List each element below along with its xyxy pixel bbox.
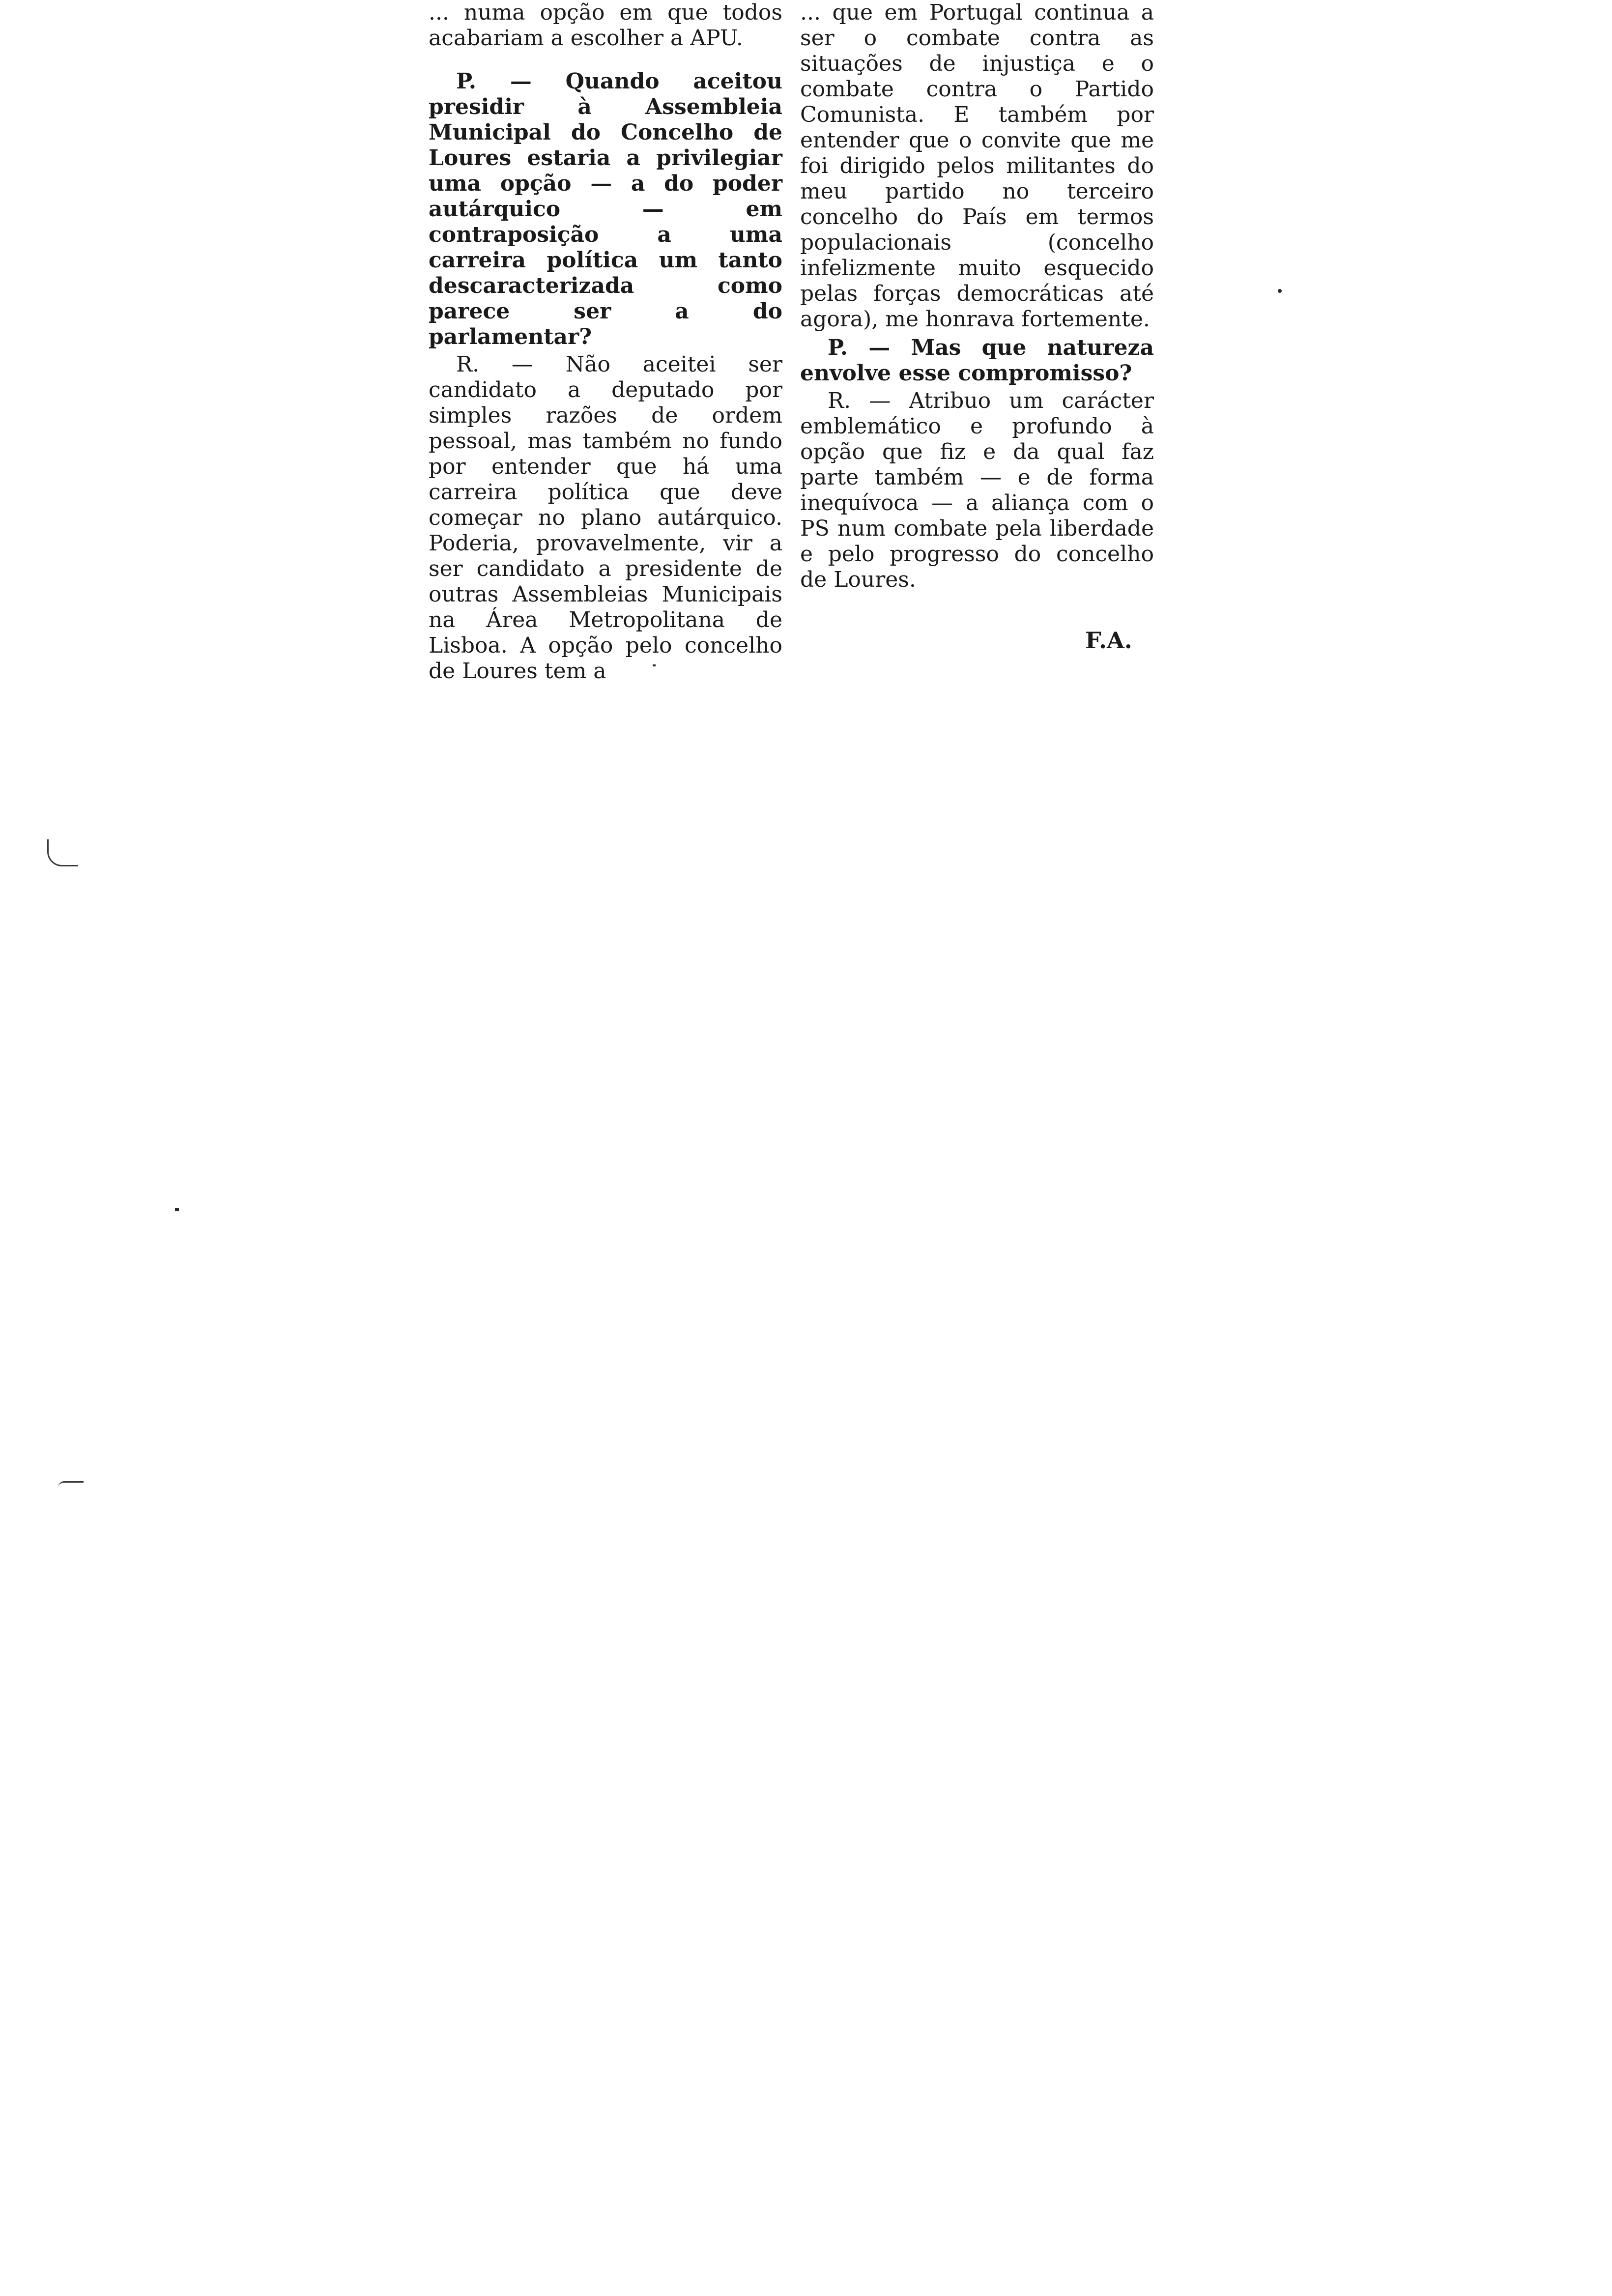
continuation-paragraph: ... que em Portugal continua a ser o combate contra as situações de injustiça e o combate contra o Partido Comunista. E também por entender que o convite que me foi dirigido pelos militantes do meu partido no terceiro concelho do País em termos populacionais (concelho infelizmente muito esquecido pelas forças democráticas até agora), me honrava fortemente. [800, 0, 1154, 332]
author-signature: F.A. [1085, 627, 1132, 654]
answer-1: R. — Não aceitei ser candidato a deputado por simples razões de ordem pessoal, mas também no fundo por entender que há uma carreira política que deve começar no plano autárquico. Poderia, provavelmente, vir a ser candidato a presidente de outras Assembleias Municipais na Área Metropolitana de Lisboa. A opção pelo concelho de Loures tem a [429, 352, 782, 684]
answer-2: R. — Atribuo um carácter emblemático e profundo à opção que fiz e da qual faz parte também — e de forma inequívoca — a aliança com o PS num combate pela liberdade e pelo progresso do concelho de Loures. [800, 388, 1154, 592]
scan-speck [175, 1208, 179, 1211]
scan-speck [653, 664, 656, 666]
article-left-column [429, 0, 782, 684]
intro-tail-paragraph: ... numa opção em que todos acabariam a escolher a APU. [429, 0, 782, 51]
article-right-column [800, 0, 1154, 593]
scan-speck [1278, 289, 1282, 293]
scan-mark [47, 839, 78, 866]
scan-mark [58, 1481, 84, 1488]
question-1: P. — Quando aceitou presidir à Assembleia Municipal do Concelho de Loures estaria a privilegiar uma opção — a do poder autárquico — em contraposição a uma carreira política um tanto descaracterizada como parece ser a do parlamentar? [429, 69, 782, 349]
question-2: P. — Mas que natureza envolve esse compromisso? [800, 335, 1154, 386]
